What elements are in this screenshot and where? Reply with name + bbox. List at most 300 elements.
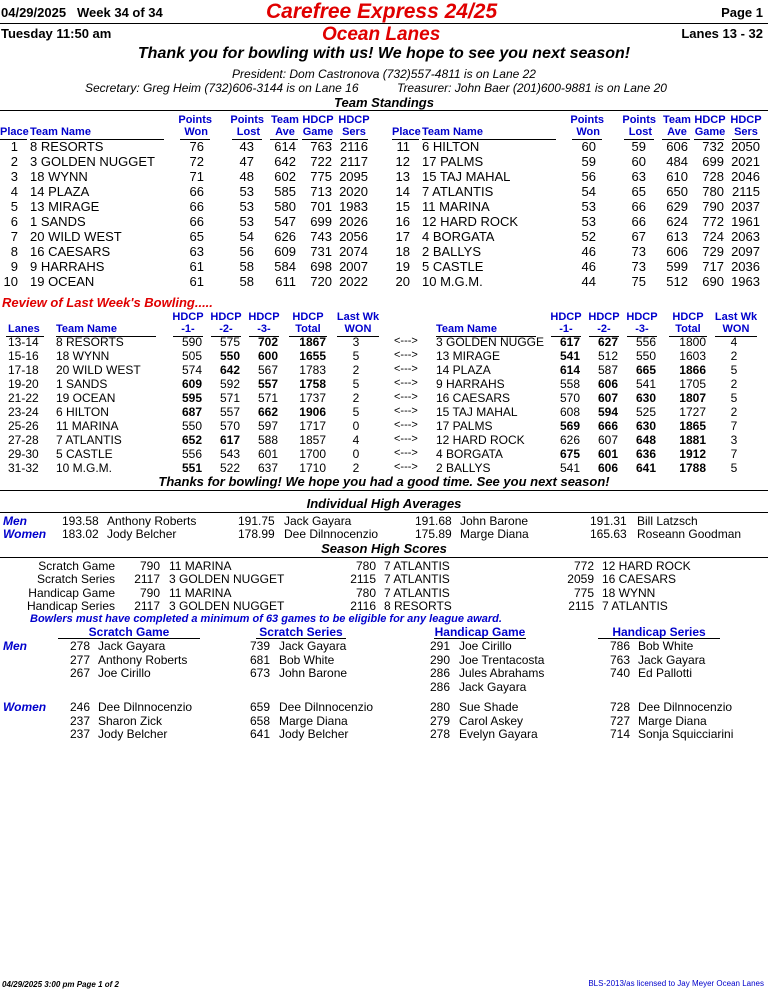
- header-points-lost-2: Lost: [628, 126, 652, 138]
- header-points-won-2: Won: [576, 126, 600, 138]
- review-team: 18 WYNN: [56, 349, 110, 363]
- review-tot: 1727: [679, 405, 706, 419]
- standing-team: 14 PLAZA: [30, 184, 90, 199]
- high-score-name: Anthony Roberts: [98, 652, 188, 667]
- standing-ave: 642: [274, 154, 296, 169]
- review-g1: 570: [559, 391, 580, 405]
- standing-game: 728: [702, 169, 724, 184]
- review-g1: 541: [559, 349, 580, 363]
- standing-ave: 585: [274, 184, 296, 199]
- high-score-name: John Barone: [279, 666, 348, 681]
- average-name: Marge Diana: [460, 527, 529, 541]
- high-score-value: 673: [250, 666, 271, 681]
- standing-team: 12 HARD ROCK: [422, 214, 519, 229]
- standing-won: 72: [189, 154, 204, 169]
- header-points-won-2: Won: [184, 126, 208, 138]
- review-g2: 601: [597, 447, 618, 461]
- review-g2: 666: [597, 419, 618, 433]
- high-score-value: 278: [430, 727, 451, 742]
- header-hdcp-game-2: Game: [694, 126, 726, 138]
- header-points-lost-1: Points: [230, 114, 264, 126]
- standing-team: 7 ATLANTIS: [422, 184, 494, 199]
- high-score-value: 237: [70, 727, 91, 742]
- review-vs: <--->: [394, 433, 418, 445]
- standing-team: 16 CAESARS: [30, 244, 111, 259]
- standing-lost: 48: [239, 169, 254, 184]
- review-won: 3: [352, 335, 360, 349]
- review-tot: 1800: [679, 335, 706, 349]
- average-name: Bill Latzsch: [637, 514, 698, 528]
- standing-place: 2: [10, 154, 18, 169]
- average-name: Anthony Roberts: [107, 514, 197, 528]
- review-tot: 1866: [679, 363, 706, 377]
- header-points-won-1: Points: [570, 114, 604, 126]
- standing-place: 7: [10, 229, 18, 244]
- review-g3: 567: [257, 363, 278, 377]
- standing-game: 713: [310, 184, 332, 199]
- season-high-team: 7 ATLANTIS: [384, 572, 450, 587]
- review-tot: 1710: [299, 461, 326, 475]
- standing-lost: 59: [631, 139, 646, 154]
- standing-team: 8 RESORTS: [30, 139, 104, 154]
- day-time: Tuesday 11:50 am: [1, 26, 112, 41]
- standing-ave: 547: [274, 214, 296, 229]
- review-won: 0: [352, 419, 360, 433]
- standing-sers: 2046: [731, 169, 760, 184]
- review-g2: 607: [597, 391, 618, 405]
- standing-ave: 624: [666, 214, 688, 229]
- header-place: Place: [392, 126, 421, 138]
- season-high-value: 780: [355, 585, 376, 600]
- review-team: 7 ATLANTIS: [56, 433, 122, 447]
- standing-place: 17: [395, 229, 410, 244]
- high-score-value: 267: [70, 666, 91, 681]
- standing-lost: 54: [239, 229, 254, 244]
- standing-lost: 73: [631, 244, 646, 259]
- review-g3: 662: [257, 405, 278, 419]
- review-g2: 571: [219, 391, 240, 405]
- review-tot: 1857: [299, 433, 326, 447]
- high-score-value: 658: [250, 713, 271, 728]
- review-won: 5: [730, 461, 738, 475]
- standing-game: 724: [702, 229, 724, 244]
- high-score-name: Jody Belcher: [279, 727, 349, 742]
- review-g1: 608: [559, 405, 580, 419]
- review-vs: <--->: [394, 447, 418, 459]
- review-g2: 512: [597, 349, 618, 363]
- season-high-value: 2115: [568, 598, 594, 613]
- review-g1: 687: [181, 405, 202, 419]
- standing-place: 19: [395, 259, 410, 274]
- header-tot-2: Total: [675, 323, 701, 335]
- review-won: 5: [730, 363, 738, 377]
- standing-place: 5: [10, 199, 18, 214]
- standing-sers: 2097: [731, 244, 760, 259]
- standing-place: 14: [395, 184, 410, 199]
- page-number: Page 1: [721, 5, 763, 20]
- standing-sers: 2022: [339, 274, 368, 289]
- review-g3: 525: [635, 405, 656, 419]
- review-lanes: 21-22: [8, 391, 39, 405]
- category-header: Handicap Game: [434, 625, 526, 639]
- review-won: 2: [730, 405, 738, 419]
- header-points-lost-2: Lost: [236, 126, 260, 138]
- season-high-value: 780: [355, 559, 376, 573]
- review-g3: 557: [257, 377, 278, 391]
- standing-won: 53: [581, 214, 596, 229]
- average-value: 183.02: [62, 527, 99, 541]
- standing-team: 9 HARRAHS: [30, 259, 105, 274]
- review-g2: 557: [219, 405, 240, 419]
- review-won: 2: [730, 377, 738, 391]
- standing-sers: 2095: [339, 169, 368, 184]
- review-tot: 1906: [299, 405, 326, 419]
- high-score-value: 246: [70, 700, 91, 714]
- header-won-1: Last Wk: [336, 311, 380, 323]
- header-won-1: Last Wk: [714, 311, 758, 323]
- header-team-name: Team Name: [56, 323, 117, 335]
- review-g2: 606: [597, 461, 618, 475]
- high-score-name: Dee Dilnnocenzio: [638, 700, 733, 714]
- review-g3: 636: [635, 447, 656, 461]
- review-g3: 571: [257, 391, 278, 405]
- standing-team: 5 CASTLE: [422, 259, 484, 274]
- standing-lost: 65: [631, 184, 646, 199]
- review-team: 11 MARINA: [56, 419, 119, 433]
- review-team: 15 TAJ MAHAL: [436, 405, 518, 419]
- category-header: Scratch Series: [259, 625, 343, 639]
- header-g2-1: HDCP: [588, 311, 620, 323]
- season-high-label: Scratch Series: [36, 572, 115, 587]
- standing-won: 46: [581, 244, 596, 259]
- review-vs: <--->: [394, 363, 418, 375]
- review-lanes: 17-18: [8, 363, 39, 377]
- standing-lost: 75: [631, 274, 646, 289]
- review-won: 3: [730, 433, 738, 447]
- standing-won: 59: [581, 154, 596, 169]
- standing-sers: 2056: [339, 229, 368, 244]
- standing-lost: 56: [239, 244, 254, 259]
- review-team: 13 MIRAGE: [436, 349, 501, 363]
- category-header: Scratch Game: [88, 625, 170, 639]
- standing-place: 16: [395, 214, 410, 229]
- men-label: Men: [3, 514, 27, 528]
- season-high-label: Handicap Series: [26, 598, 115, 613]
- high-score-name: Joe Trentacosta: [459, 652, 545, 667]
- review-g3: 556: [635, 335, 656, 349]
- average-value: 193.58: [62, 514, 99, 528]
- review-g1: 609: [181, 377, 202, 391]
- high-score-value: 280: [430, 700, 451, 714]
- high-score-value: 740: [610, 666, 631, 681]
- review-g3: 665: [635, 363, 656, 377]
- standing-team: 20 WILD WEST: [30, 229, 122, 244]
- standing-team: 4 BORGATA: [422, 229, 495, 244]
- season-high-value: 790: [139, 559, 160, 573]
- review-tot: 1758: [299, 377, 326, 391]
- standing-won: 66: [189, 199, 204, 214]
- high-score-name: Marge Diana: [638, 713, 707, 728]
- standing-sers: 2037: [731, 199, 760, 214]
- standing-ave: 614: [274, 139, 296, 154]
- review-team: 14 PLAZA: [436, 363, 491, 377]
- review-won: 7: [730, 419, 738, 433]
- season-high-team: 3 GOLDEN NUGGET: [169, 572, 285, 587]
- review-tot: 1705: [679, 377, 706, 391]
- season-high-team: 18 WYNN: [602, 585, 656, 600]
- header-hdcp-sers-1: HDCP: [338, 114, 370, 126]
- review-won: 2: [352, 363, 360, 377]
- season-high-value: 772: [573, 559, 594, 573]
- header-tot-2: Total: [295, 323, 321, 335]
- review-lanes: 13-14: [8, 335, 39, 349]
- review-team: 9 HARRAHS: [436, 377, 505, 391]
- review-team: 6 HILTON: [56, 405, 109, 419]
- high-score-value: 763: [610, 652, 631, 667]
- standing-won: 44: [581, 274, 596, 289]
- standing-sers: 2020: [339, 184, 368, 199]
- review-won: 7: [730, 447, 738, 461]
- review-g3: 702: [257, 335, 278, 349]
- high-score-value: 739: [250, 639, 271, 653]
- review-g3: 641: [635, 461, 656, 475]
- review-won: 4: [352, 433, 360, 447]
- review-g3: 600: [257, 349, 278, 363]
- review-team: 12 HARD ROCK: [436, 433, 525, 447]
- standing-game: 720: [310, 274, 332, 289]
- standing-ave: 610: [666, 169, 688, 184]
- treasurer-line: Treasurer: John Baer (201)600-9881 is on Lane 20: [397, 81, 667, 95]
- high-score-value: 728: [610, 700, 631, 714]
- season-high-team: 11 MARINA: [169, 559, 232, 573]
- standing-team: 19 OCEAN: [30, 274, 95, 289]
- review-g1: 556: [181, 447, 202, 461]
- high-score-name: Joe Cirillo: [98, 666, 151, 681]
- review-lanes: 23-24: [8, 405, 39, 419]
- header-g1-1: HDCP: [172, 311, 204, 323]
- review-team: 1 SANDS: [56, 377, 108, 391]
- standing-sers: 2117: [340, 154, 368, 169]
- week-label: Week 34 of 34: [77, 5, 163, 20]
- review-g2: 607: [597, 433, 618, 447]
- season-high-rule: [0, 557, 768, 558]
- review-lanes: 31-32: [8, 461, 39, 475]
- standing-sers: 2074: [339, 244, 368, 259]
- header-place: Place: [0, 126, 29, 138]
- high-score-value: 641: [250, 727, 271, 742]
- eligibility-note: Bowlers must have completed a minimum of 63 games to be eligible for any league award.: [30, 613, 502, 625]
- standing-place: 3: [10, 169, 18, 184]
- report-date: 04/29/2025: [1, 5, 67, 20]
- header-g2-2: -2-: [219, 323, 233, 335]
- high-score-name: Evelyn Gayara: [459, 727, 538, 742]
- review-g2: 570: [219, 419, 240, 433]
- high-score-name: Jack Gayara: [98, 639, 166, 653]
- standing-game: 690: [702, 274, 724, 289]
- review-g1: 675: [559, 447, 580, 461]
- standing-sers: 2116: [340, 139, 368, 154]
- standing-game: 699: [310, 214, 332, 229]
- review-g2: 592: [219, 377, 240, 391]
- average-value: 175.89: [415, 527, 452, 541]
- average-name: Roseann Goodman: [637, 527, 742, 541]
- season-high-team: 12 HARD ROCK: [602, 559, 691, 573]
- standing-place: 1: [10, 139, 18, 154]
- review-g3: 550: [635, 349, 656, 363]
- standing-team: 6 HILTON: [422, 139, 480, 154]
- review-team: 3 GOLDEN NUGGE: [436, 335, 545, 349]
- review-team: 19 OCEAN: [56, 391, 116, 405]
- review-vs: <--->: [394, 461, 418, 473]
- standing-game: 732: [702, 139, 724, 154]
- standing-team: 2 BALLYS: [422, 244, 482, 259]
- standing-won: 54: [581, 184, 596, 199]
- high-score-value: 290: [430, 652, 451, 667]
- average-name: John Barone: [460, 514, 529, 528]
- review-tot: 1867: [299, 335, 326, 349]
- average-name: Jody Belcher: [107, 527, 177, 541]
- standing-place: 10: [3, 274, 18, 289]
- high-score-name: Jack Gayara: [638, 652, 706, 667]
- review-tot: 1655: [299, 349, 326, 363]
- review-team: 2 BALLYS: [436, 461, 491, 475]
- review-team: 10 M.G.M.: [56, 461, 113, 475]
- standing-ave: 606: [666, 244, 688, 259]
- standing-team: 15 TAJ MAHAL: [422, 169, 511, 184]
- season-high-value: 2116: [350, 598, 376, 613]
- high-score-value: 714: [610, 727, 631, 742]
- standing-ave: 626: [274, 229, 296, 244]
- review-vs: <--->: [394, 419, 418, 431]
- season-high-label: Handicap Game: [28, 585, 115, 600]
- high-score-name: Sue Shade: [459, 700, 519, 714]
- season-high-team: 16 CAESARS: [602, 572, 677, 587]
- header-won-2: WON: [722, 323, 750, 335]
- standing-lost: 53: [239, 199, 254, 214]
- header-team-name: Team Name: [422, 126, 483, 138]
- header-g1-1: HDCP: [550, 311, 582, 323]
- review-tot: 1700: [299, 447, 326, 461]
- high-score-name: Jack Gayara: [279, 639, 347, 653]
- review-g2: 606: [597, 377, 618, 391]
- header-lanes: Lanes: [8, 323, 40, 335]
- header-g1-2: -1-: [181, 323, 195, 335]
- standing-team: 11 MARINA: [422, 199, 490, 214]
- standing-game: 763: [310, 139, 332, 154]
- review-g2: 642: [219, 363, 240, 377]
- header-g1-2: -1-: [559, 323, 573, 335]
- standing-sers: 1961: [731, 214, 760, 229]
- high-score-value: 786: [610, 639, 631, 653]
- review-g3: 541: [635, 377, 656, 391]
- review-team: 16 CAESARS: [436, 391, 511, 405]
- high-score-value: 278: [70, 639, 91, 653]
- review-g3: 630: [635, 419, 656, 433]
- standing-place: 6: [10, 214, 18, 229]
- review-tot: 1865: [679, 419, 706, 433]
- review-tot: 1603: [679, 349, 706, 363]
- header-team-ave-2: Ave: [667, 126, 687, 138]
- season-high-team: 11 MARINA: [169, 585, 232, 600]
- high-score-name: Bob White: [638, 639, 694, 653]
- review-g2: 522: [219, 461, 240, 475]
- standing-won: 71: [189, 169, 204, 184]
- header-tot-1: HDCP: [672, 311, 704, 323]
- standing-team: 13 MIRAGE: [30, 199, 100, 214]
- review-g2: 575: [219, 335, 240, 349]
- review-lanes: 15-16: [8, 349, 39, 363]
- high-score-value: 727: [610, 713, 631, 728]
- average-value: 178.99: [238, 527, 275, 541]
- standing-sers: 2007: [339, 259, 368, 274]
- review-g3: 648: [635, 433, 656, 447]
- standing-ave: 580: [274, 199, 296, 214]
- review-won: 2: [730, 349, 738, 363]
- review-g1: 505: [181, 349, 202, 363]
- standing-lost: 43: [239, 139, 254, 154]
- standing-lost: 66: [631, 214, 646, 229]
- header-hdcp-sers-2: Sers: [342, 126, 366, 138]
- standing-team: 10 M.G.M.: [422, 274, 483, 289]
- standing-ave: 512: [666, 274, 688, 289]
- header-g3-2: -3-: [257, 323, 271, 335]
- review-g2: 587: [597, 363, 618, 377]
- standing-sers: 1963: [731, 274, 760, 289]
- average-name: Dee Dilnnocenzio: [284, 527, 379, 541]
- high-score-name: Dee Dilnnocenzio: [279, 700, 374, 714]
- women-label: Women: [3, 527, 47, 541]
- standing-lost: 73: [631, 259, 646, 274]
- standing-place: 12: [395, 154, 410, 169]
- high-score-value: 291: [430, 639, 451, 653]
- high-score-value: 277: [70, 652, 91, 667]
- averages-title: Individual High Averages: [306, 496, 462, 511]
- high-score-name: Bob White: [279, 652, 335, 667]
- review-team: 5 CASTLE: [56, 447, 113, 461]
- review-won: 4: [730, 335, 738, 349]
- season-high-label: Scratch Game: [38, 559, 115, 573]
- standing-lost: 66: [631, 199, 646, 214]
- standing-ave: 609: [274, 244, 296, 259]
- standing-ave: 611: [275, 274, 296, 289]
- standing-sers: 2050: [731, 139, 760, 154]
- season-high-value: 775: [573, 585, 594, 600]
- standing-place: 8: [10, 244, 18, 259]
- review-won: 0: [352, 447, 360, 461]
- standing-team: 1 SANDS: [30, 214, 86, 229]
- high-score-name: Sharon Zick: [98, 713, 163, 728]
- high-score-name: Jack Gayara: [459, 680, 527, 695]
- standing-sers: 2026: [339, 214, 368, 229]
- review-title: Review of Last Week's Bowling.....: [2, 295, 213, 310]
- lanes-range: Lanes 13 - 32: [681, 26, 763, 41]
- review-g1: 541: [559, 461, 580, 475]
- season-high-team: 8 RESORTS: [384, 598, 452, 613]
- standing-lost: 63: [631, 169, 646, 184]
- standing-won: 66: [189, 214, 204, 229]
- standing-team: 18 WYNN: [30, 169, 88, 184]
- standing-ave: 599: [666, 259, 688, 274]
- standing-place: 9: [10, 259, 18, 274]
- standing-sers: 2063: [731, 229, 760, 244]
- review-team: 8 RESORTS: [56, 335, 124, 349]
- review-g1: 590: [181, 335, 202, 349]
- average-name: Jack Gayara: [284, 514, 352, 528]
- standing-ave: 629: [666, 199, 688, 214]
- high-score-value: 286: [430, 666, 451, 681]
- header-hdcp-game-1: HDCP: [694, 114, 726, 126]
- review-g2: 627: [597, 335, 618, 349]
